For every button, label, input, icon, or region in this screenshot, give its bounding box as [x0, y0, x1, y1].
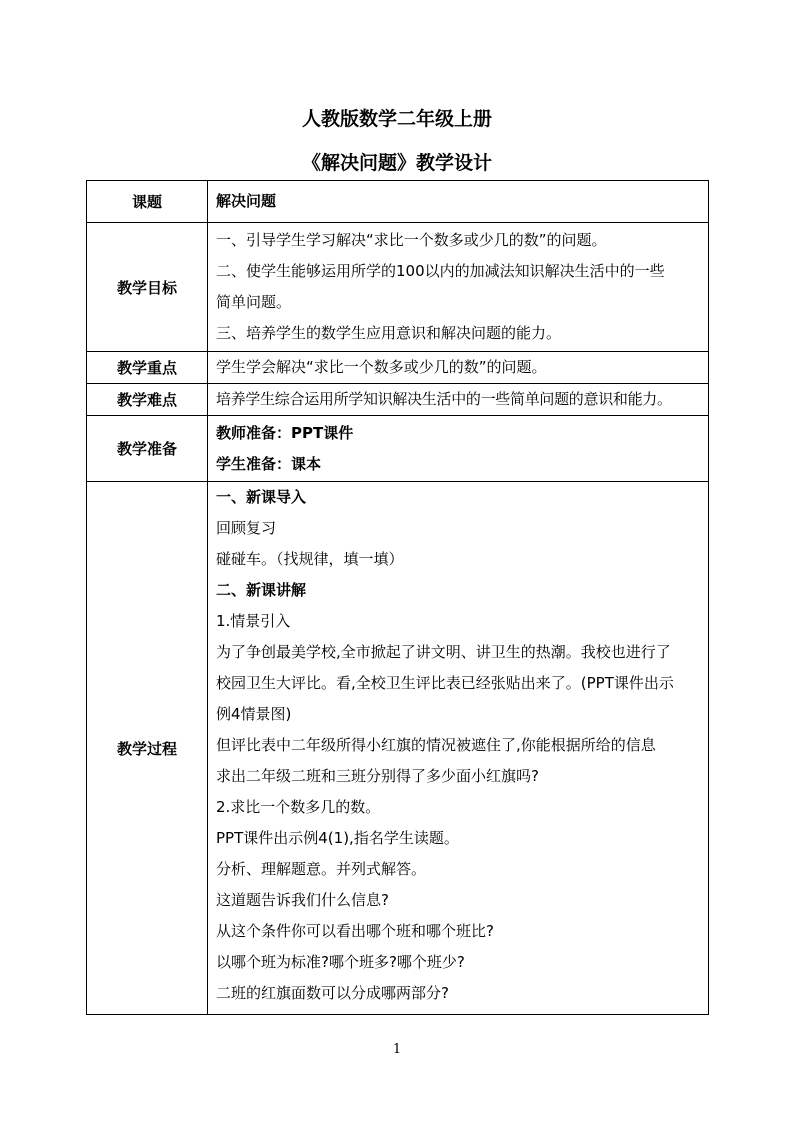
difficulty-value [208, 384, 709, 416]
row-goals [87, 223, 709, 352]
difficulty-label: 教学难点 [87, 384, 208, 416]
process-line: 这道题告诉我们什么信息? [216, 891, 389, 909]
process-line: 例4情景图) [216, 705, 292, 723]
section-heading: 二、新课讲解 [216, 581, 307, 599]
goals-label: 教学目标 [87, 223, 208, 352]
process-line: 求出二年级二班和三班分别得了多少面小红旗吗? [216, 767, 539, 785]
difficulty-text: 培养学生综合运用所学知识解决生活中的一些简单问题的意识和能力。 [216, 390, 672, 408]
key-point-label: 教学重点 [87, 352, 208, 384]
process-line: 碰碰车。（找规律，填一填） [216, 550, 404, 568]
document-subtitle: 《解决问题》教学设计 [301, 152, 492, 174]
process-label: 教学过程 [87, 482, 208, 1015]
lesson-plan-table [86, 180, 709, 1015]
process-line: 以哪个班为标准?哪个班多?哪个班少? [216, 953, 465, 971]
goal-line: 一、引导学生学习解决“求比一个数多或少几的数”的问题。 [216, 231, 607, 249]
process-line: 二班的红旗面数可以分成哪两部分? [216, 984, 449, 1002]
process-line: 校园卫生大评比。看,全校卫生评比表已经张贴出来了。(PPT课件出示 [216, 674, 674, 692]
row-process [87, 482, 709, 1015]
section-heading: 一、新课导入 [216, 488, 307, 506]
process-value [208, 482, 709, 1015]
process-line: PPT课件出示例4(1),指名学生读题。 [216, 829, 459, 847]
row-key-point [87, 352, 709, 384]
topic-label: 课题 [87, 181, 208, 223]
process-line: 1.情景引入 [216, 612, 291, 630]
process-line: 分析、理解题意。并列式解答。 [216, 860, 427, 878]
goal-line: 简单问题。 [216, 293, 292, 311]
process-line: 回顾复习 [216, 519, 277, 537]
student-preparation: 学生准备：课本 [216, 454, 322, 473]
goals-value [208, 223, 709, 352]
topic-value: 解决问题 [208, 181, 709, 223]
process-line: 但评比表中二年级所得小红旗的情况被遮住了,你能根据所给的信息 [216, 736, 656, 754]
row-difficulty [87, 384, 709, 416]
goal-line: 二、使学生能够运用所学的100以内的加减法知识解决生活中的一些 [216, 262, 665, 280]
page-number: 1 [392, 1042, 402, 1057]
row-topic [87, 181, 709, 223]
key-point-value: 学生学会解决“求比一个数多或少几的数”的问题。 [208, 352, 709, 384]
document-title: 人教版数学二年级上册 [301, 108, 492, 130]
row-preparation [87, 416, 709, 482]
preparation-value [208, 416, 709, 482]
goal-line: 三、培养学生的数学生应用意识和解决问题的能力。 [216, 324, 562, 342]
process-line: 为了争创最美学校,全市掀起了讲文明、讲卫生的热潮。我校也进行了 [216, 643, 671, 661]
process-line: 从这个条件你可以看出哪个班和哪个班比? [216, 922, 494, 940]
process-line: 2.求比一个数多几的数。 [216, 798, 381, 816]
teacher-preparation: 教师准备：PPT课件 [216, 423, 354, 442]
preparation-label: 教学准备 [87, 416, 208, 482]
